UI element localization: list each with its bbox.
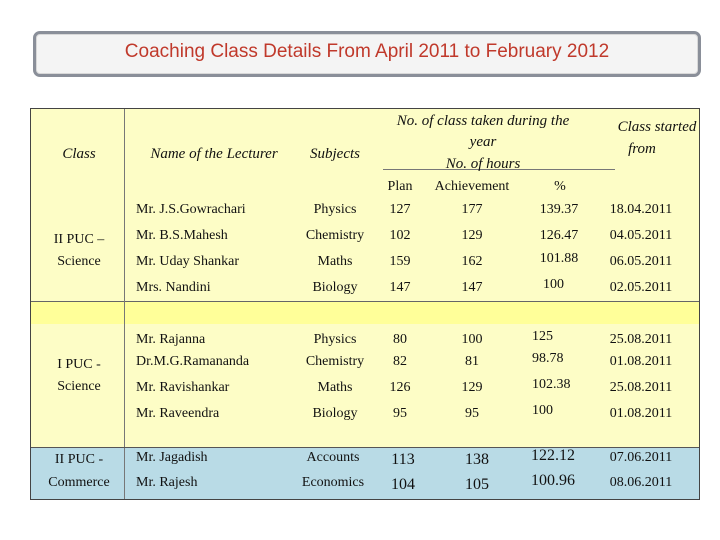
plan-cell: 127 [389, 202, 411, 217]
class-label-line2: Commerce [48, 475, 110, 490]
commerce-band [31, 447, 699, 499]
achievement-cell: 81 [465, 354, 479, 369]
achievement-cell: 105 [465, 476, 489, 493]
subject-cell: Biology [312, 280, 358, 295]
header-started-line2: from [628, 141, 656, 157]
started-cell: 07.06.2011 [609, 450, 673, 465]
plan-cell: 102 [389, 228, 411, 243]
lecturer-cell: Dr.M.G.Ramananda [136, 354, 250, 369]
header-taken-line1: No. of class taken during the [396, 113, 570, 129]
achievement-cell: 162 [461, 254, 483, 269]
plan-cell: 147 [389, 280, 411, 295]
lecturer-cell: Mr. J.S.Gowrachari [136, 202, 246, 217]
lecturer-cell: Mr. Jagadish [136, 450, 208, 465]
plan-cell: 159 [389, 254, 411, 269]
class-label-line2: Science [57, 254, 101, 269]
lecturer-cell: Mr. Uday Shankar [136, 254, 240, 269]
started-cell: 25.08.2011 [609, 332, 673, 347]
percent-cell: 100 [532, 403, 553, 418]
started-cell: 08.06.2011 [609, 475, 673, 490]
header-hours: No. of hours [445, 156, 521, 172]
achievement-cell: 129 [461, 228, 483, 243]
coaching-table [30, 108, 700, 500]
title-banner [33, 31, 701, 77]
subject-cell: Maths [317, 380, 353, 395]
percent-cell: 126.47 [539, 228, 579, 243]
lecturer-cell: Mr. Raveendra [136, 406, 220, 421]
header-taken-line2: year [469, 134, 497, 150]
lecturer-cell: Mr. B.S.Mahesh [136, 228, 228, 243]
header-class: Class [62, 146, 96, 162]
achievement-cell: 100 [461, 332, 483, 347]
header-plan: Plan [387, 179, 413, 194]
started-cell: 04.05.2011 [609, 228, 673, 243]
subject-cell: Biology [312, 406, 358, 421]
percent-cell: 101.88 [539, 251, 579, 266]
lecturer-cell: Mr. Rajesh [136, 475, 198, 490]
class-label-line1: II PUC – [53, 232, 105, 247]
row-divider [31, 447, 699, 448]
percent-cell: 100 [543, 277, 564, 292]
class-label-line1: I PUC - [57, 357, 101, 372]
percent-cell: 139.37 [539, 202, 579, 217]
subject-cell: Maths [317, 254, 353, 269]
started-cell: 18.04.2011 [609, 202, 673, 217]
started-cell: 01.08.2011 [609, 354, 673, 369]
percent-cell: 98.78 [532, 351, 564, 366]
science-2-band [31, 109, 699, 301]
lecturer-cell: Mr. Ravishankar [136, 380, 230, 395]
subject-cell: Physics [313, 332, 357, 347]
page-title: Coaching Class Details From April 2011 to February 2012 [124, 41, 610, 62]
started-cell: 25.08.2011 [609, 380, 673, 395]
plan-cell: 104 [391, 476, 415, 493]
achievement-cell: 177 [461, 202, 483, 217]
plan-cell: 126 [389, 380, 411, 395]
plan-cell: 113 [391, 451, 415, 468]
plan-cell: 95 [393, 406, 407, 421]
achievement-cell: 138 [465, 451, 489, 468]
header-percent: % [554, 179, 566, 194]
subject-cell: Physics [313, 202, 357, 217]
plan-cell: 80 [393, 332, 407, 347]
class-label-line1: II PUC - [54, 452, 104, 467]
header-subjects: Subjects [310, 146, 360, 162]
science-1-band [31, 324, 699, 447]
header-started-line1: Class started [617, 119, 697, 135]
achievement-cell: 147 [461, 280, 483, 295]
started-cell: 06.05.2011 [609, 254, 673, 269]
class-label-line2: Science [57, 379, 101, 394]
header-lecturer: Name of the Lecturer [150, 146, 278, 162]
subject-cell: Economics [301, 475, 365, 490]
percent-cell: 100.96 [531, 472, 575, 489]
started-cell: 01.08.2011 [609, 406, 673, 421]
subject-cell: Chemistry [305, 354, 365, 369]
lecturer-cell: Mr. Rajanna [136, 332, 206, 347]
separator-band [31, 301, 699, 325]
plan-cell: 82 [393, 354, 407, 369]
lecturer-cell: Mrs. Nandini [136, 280, 211, 295]
started-cell: 02.05.2011 [609, 280, 673, 295]
subject-cell: Accounts [306, 450, 360, 465]
achievement-cell: 95 [465, 406, 479, 421]
achievement-cell: 129 [461, 380, 483, 395]
subject-cell: Chemistry [305, 228, 365, 243]
header-achievement: Achievement [434, 179, 510, 194]
percent-cell: 122.12 [531, 447, 575, 464]
col-divider [124, 109, 125, 499]
percent-cell: 125 [532, 329, 553, 344]
percent-cell: 102.38 [532, 377, 571, 392]
